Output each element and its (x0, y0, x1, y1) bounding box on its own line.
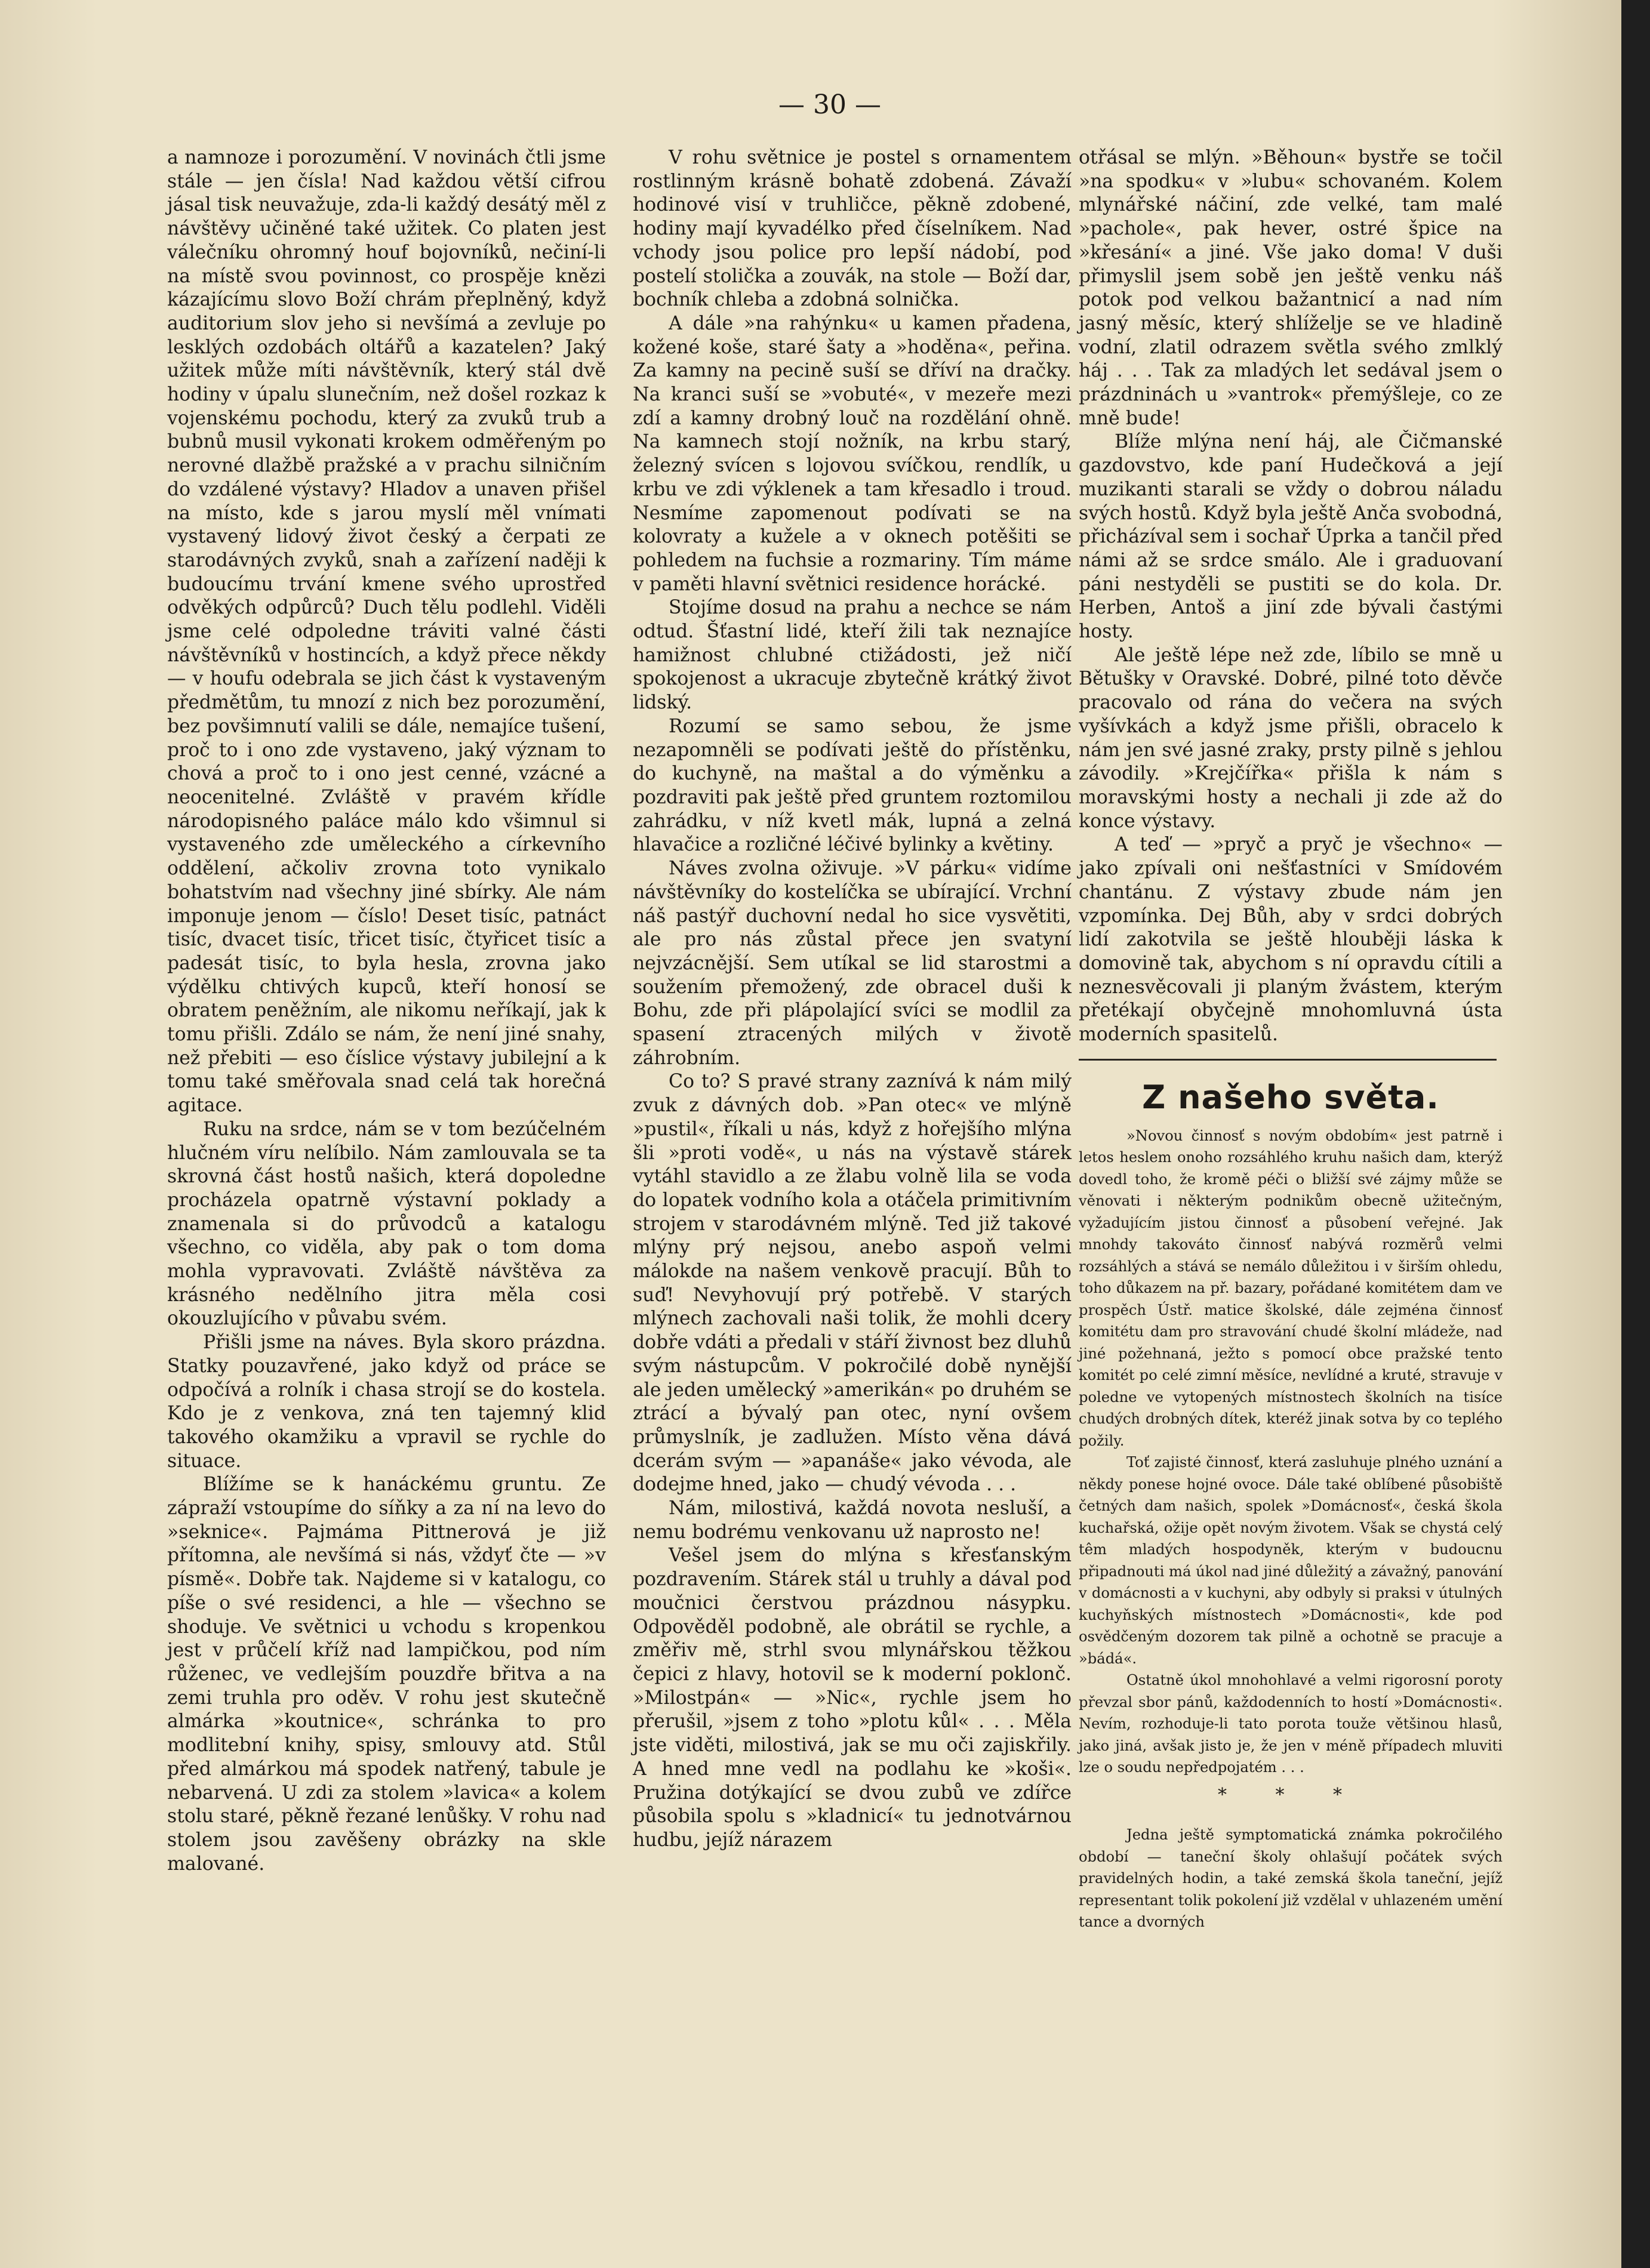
paragraph: Ruku na srdce, nám se v tom bezúčelném hlučném víru nelíbilo. Nám zamlouvala se ta skrovná část hostů našich, která dopoledne procházela opatrně výstavní poklady a znamenala si do průvodců a katalogu všechno, co viděla, aby pak o tom doma mohla vypravovati. Zvláště návštěva za krásného nedělního jitra měla cosi okouzlujícího v půvabu svém. (167, 1118, 606, 1330)
section-title: Z našeho světa. (1142, 1078, 1439, 1116)
scan-edge (1621, 0, 1650, 2268)
column-1 (167, 146, 606, 1876)
paragraph: Jedna ještě symptomatická známka pokročilého období — taneční školy ohlašují počátek svých pravidelných hodin, a také zemská škola taneční, jejíž representant tolik pokolení již vzdělal v uhlazeném umění tance a dvorných (1079, 1826, 1503, 1931)
paragraph: Ale ještě lépe než zde, líbilo se mně u Bětušky v Oravské. Dobré, pilné toto děvče pracovalo od rána do večera na svých vyšívkách a když jsme přišli, obracelo k nám jen své jasné zraky, prsty pilně s jehlou závodily. »Krejčířka« přišla k nám s moravskými hosty a nechali ji zde až do konce výstavy. (1079, 644, 1503, 832)
paragraph: Blížíme se k hanáckému gruntu. Ze zápraží vstoupíme do síňky a za ní na levo do »seknice«. Pajmáma Pittnerová je již přítomna, ale nevšímá si nás, vždyť čte — »v písmě«. Dobře tak. Najdeme si v katalogu, co píše o své residenci, a hle — všechno se shoduje. Ve světnici u vchodu s kropenkou jest v průčelí kříž nad lampičkou, pod ním růženec, ve vedlejším pouzdře břitva a na zemi truhla pro oděv. V rohu jest skutečně almárka »koutnice«, schránka to pro modlitební knihy, spisy, smlouvy atd. Stůl před almárkou má spodek natřený, tabule je nebarvená. U zdi za stolem »lavica« a kolem stolu staré, pěkně řezané lenůšky. V rohu nad stolem jsou zavěšeny obrázky na skle malované. (167, 1474, 606, 1875)
paragraph: Toť zajisté činnosť, která zasluhuje plného uznání a někdy ponese hojné ovoce. Dále také oblíbené působiště četných dam našich, spolek »Domácnosť«, česká škola kuchařská, ožije opět novým životem. Však se chystá celý têm mladých hospodyněk, kterým v budoucnu připadnouti má úkol nad jiné důležitý a závažný, panování v domácnosti a v kuchyni, aby odbyly si praksi v útulných kuchyňských místnostech »Domácnosti«, kde pod osvědčeným dozorem tak pilně a ochotně se pracuje a »bádá«. (1079, 1454, 1503, 1667)
paragraph: Co to? S pravé strany zaznívá k nám milý zvuk z dávných dob. »Pan otec« ve mlýně »pustil«, říkali u nás, když z hořejšího mlýna šli »proti vodě«, u nás na výstavě stárek vytáhl stavidlo a ze žlabu volně lila se voda do lopatek vodního kola a otáčela primitivním strojem v starodávném mlýně. Ted již takové mlýny prý nejsou, anebo aspoň velmi málokde na našem venkově pracují. Bůh to suď! Nevyhovují prý potřebě. V starých mlýnech zachovali naši tolik, že mohli dcery dobře vdáti a předali v stáří živnost bez dluhů svým nástupcům. V pokročilé době nynější ale jeden umělecký »amerikán« po druhém se ztrácí a bývalý pan otec, nyní ovšem průmyslník, je zadlužen. Místo věna dává dcerám svým — »apanáše« jako vévoda, ale dodejme hned, jako — chudý vévoda . . . (633, 1071, 1072, 1496)
section-body (1079, 1125, 1503, 1933)
paragraph: Ostatně úkol mnohohlavé a velmi rigorosní poroty převzal sbor pánů, každodenních to hostí »Domácnosti«. Nevím, rozhoduje-li tato porota touže většinou hlasů, jako jiná, avšak jisto je, že jen v méně případech mluviti lze o soudu nepředpojatém . . . (1079, 1672, 1503, 1776)
asterism: * * * (1217, 1784, 1364, 1805)
paragraph: A teď — »pryč a pryč je všechno« — jako zpívali oni nešťastníci v Smídovém chantánu. Z výstavy zbude nám jen vzpomínka. Dej Bůh, aby v srdci dobrých lidí zakotvila se ještě hlouběji láska k domovině tak, abychom s ní opravdu cítili a neznesvěcovali ji planým žvástem, kterým přetékají obyčejně mnohomluvná ústa moderních spasitelů. (1079, 834, 1503, 1046)
paragraph: A dále »na rahýnku« u kamen přadena, kožené koše, staré šaty a »hoděna«, peřina. Za kamny na pecině suší se dříví na dračky. Na kranci suší se »vobuté«, v mezeře mezi zdí a kamny drobný louč na rozdělání ohně. Na kamnech stojí nožník, na krbu starý, železný svícen s lojovou svíčkou, rendlík, u krbu ve zdi výklenek a tam křesadlo i troud. Nesmíme zapomenout podívati se na kolovraty a kužele a v oknech potěšiti se pohledem na fuchsie a rozmariny. Tím máme v paměti hlavní světnici residence horácké. (633, 312, 1072, 595)
paragraph: Přišli jsme na náves. Byla skoro prázdna. Statky pouzavřené, jako když od práce se odpočívá a rolník i chasa strojí se do kostela. Kdo je z venkova, zná ten tajemný klid takového okamžiku a vpravil se rychle do situace. (167, 1332, 606, 1472)
paragraph: Rozumí se samo sebou, že jsme nezapomněli se podívati ještě do přístěnku, do kuchyně, na maštal a do výměnku a pozdraviti pak ještě před gruntem roztomilou zahrádku, v níž kvetl mák, lupná a zelná hlavačice a rozličné léčivé bylinky a květiny. (633, 715, 1072, 856)
paragraph: V rohu světnice je postel s ornamentem rostlinným krásně bohatě zdobená. Závaží hodinové visí v truhličce, pěkně zdobené, hodiny mají kyvadélko před číselníkem. Nad vchody jsou police pro lepší nádobí, pod postelí stolička a zouvák, na stole — Boží dar, bochník chleba a zdobná solnička. (633, 147, 1072, 311)
paragraph: Blíže mlýna není háj, ale Čičmanské gazdovstvo, kde paní Hudečková a její muzikanti starali se vždy o dobrou náladu svých hostů. Když byla ještě Anča svobodná, přicházíval sem i sochař Úprka a tančil před námi až se srdce smálo. Ale i graduovaní páni nestyděli se pustiti se do kola. Dr. Herben, Antoš a jiní zde bývali častými hosty. (1079, 431, 1503, 643)
column-3 (1079, 146, 1503, 1933)
paragraph: Vešel jsem do mlýna s křesťanským pozdravením. Stárek stál u truhly a dával pod moučnici čerstvou prázdnou násypku. Odpověděl podobně, ale obrátil se rychle, a změřiv mě, strhl svou mlynářskou těžkou čepici z hlavy, hotovil se k moderní poklonč. »Milostpán« — »Nic«, rychle jsem ho přerušil, »jsem z toho »plotu kůl« . . . Měla jste viděti, milostivá, jak se mu oči zajiskřily. A hned mne vedl na podlahu ke »koši«. Pružina dotýkající se dvou zubů ve zdířce působila spolu s »kladnicí« tu jednotvárnou hudbu, jejíž nárazem (633, 1545, 1072, 1851)
column-2 (633, 146, 1072, 1853)
paragraph: a namnoze i porozumění. V novinách čtli jsme stále — jen čísla! Nad každou větší cifrou jásal tisk neuvažuje, zda-li každý desátý měl z návštěvy učiněné také užitek. Co platen jest válečníku ohromný houf bojovníků, nečiní-li na místě svou povinnost, co prospěje knězi kázajícímu slovo Boží chrám přeplněný, když auditorium slov jeho si nevšímá a zevluje po lesklých ozdobách oltářů a kazatelen? Jaký užitek může míti návštěvník, který stál dvě hodiny v úpalu slunečním, než došel rozkaz k vojenskému pochodu, který za zvuků trub a bubnů musil vykonati krokem odměřeným po nerovné dlažbě pražské a v prachu silničním do vzdálené výstavy? Hladov a unaven přišel na místo, kde s jarou myslí měl vnímati vystavený lidový život český a čerpati ze starodávných zvyků, snah a zařízení naději k budoucímu trvání kmene svého uprostřed odvěkých odpůrců? Duch tělu podlehl. Viděli jsme celé odpoledne tráviti valné části návštěvníků v hostincích, a když přece někdy — v houfu odebrala se jich část k vystaveným předmětům, tu mnozí z nich bez porozumění, bez povšimnutí valili se dále, nemajíce tušení, proč to i ono zde vystaveno, jaký význam to chová a proč to i ono jest cenné, vzácné a neocenitelné. Zvláště v pravém křídle národopisného paláce málo kdo všimnul si vystaveného zde uměleckého a církevního oddělení, ačkoliv zrovna toto vynikalo bohatstvím nad všechny jiné sbírky. Ale nám imponuje jenom — číslo! Deset tisíc, patnáct tisíc, dvacet tisíc, třicet tisíc, čtyřicet tisíc a padesát tisíc, to byla hesla, zrovna jako výdělku chtivých kupců, kteří honosí se obratem peněžním, ale nikomu neříkají, jak k tomu přišli. Zdálo se nám, že není jiné snahy, než přebiti — eso číslice výstavy jubilejní a k tomu také směřovala snad celá tak horečná agitace. (167, 147, 606, 1117)
paragraph: Nám, milostivá, každá novota nesluší, a nemu bodrému venkovanu už naprosto ne! (633, 1497, 1072, 1543)
page-number: — 30 — (778, 90, 881, 120)
paragraph: Stojíme dosud na prahu a nechce se nám odtud. Šťastní lidé, kteří žili tak neznajíce hamižnost chlubné ctižádosti, jež ničí spokojenost a ukracuje zbytečně krátký život lidský. (633, 597, 1072, 714)
paragraph: »Novou činnosť s novým obdobím« jest patrně i letos heslem onoho rozsáhlého kruhu našich dam, kterýž dovedl toho, že kromě péči o bližší své zájmy může se věnovati i některým podnikům obecně užitečným, vyžadujícím jistou činnosť a působení veřejné. Jak mnohdy takováto činnosť nabývá rozměrů velmi rozsáhlých a stává se nemálo důležitou i v širším ohledu, toho důkazem na př. bazary, pořádané komitétem dam ve prospěch Ústř. matice školské, dále zejména činnosť komitétu dam pro stravování chudé školní mládeže, nad jiné požehnaná, ježto s pomocí obce pražské tento komitét po celé zimní měsíce, nevlídné a kruté, stravuje v poledne ve vytopených místnostech školních na tisíce chudých drobných dítek, kteréž jinak sotva by co teplého požily. (1079, 1127, 1503, 1449)
paragraph: otřásal se mlýn. »Běhoun« bystře se točil »na spodku« v »lubu« schovaném. Kolem mlynářské náčiní, zde velké, tam malé »pachole«, pak hever, ostré špice na »křesání« a jiné. Vše jako doma! V duši přimyslil jsem sobě jen ještě venku náš potok pod velkou bažantnicí a nad ním jasný měsíc, který shlíželje se ve hladině vodní, zlatil odrazem světla svého zmlklý háj . . . Tak za mladých let sedával jsem o prázdninách u »vantrok« přemýšleje, co ze mně bude! (1079, 147, 1503, 429)
section-divider (1079, 1059, 1497, 1061)
paragraph: Náves zvolna oživuje. »V párku« vidíme návštěvníky do kostelíčka se ubírající. Vrchní náš pastýř duchovní nedal ho sice vysvětiti, ale pro nás zůstal přece jen svatyní nejvzácnější. Sem utíkal se lid starostmi a soužením přemožený, zde obracel duši k Bohu, zde při plápolající svíci se modlil za spasení ztracených milých v životě záhrobním. (633, 858, 1072, 1069)
